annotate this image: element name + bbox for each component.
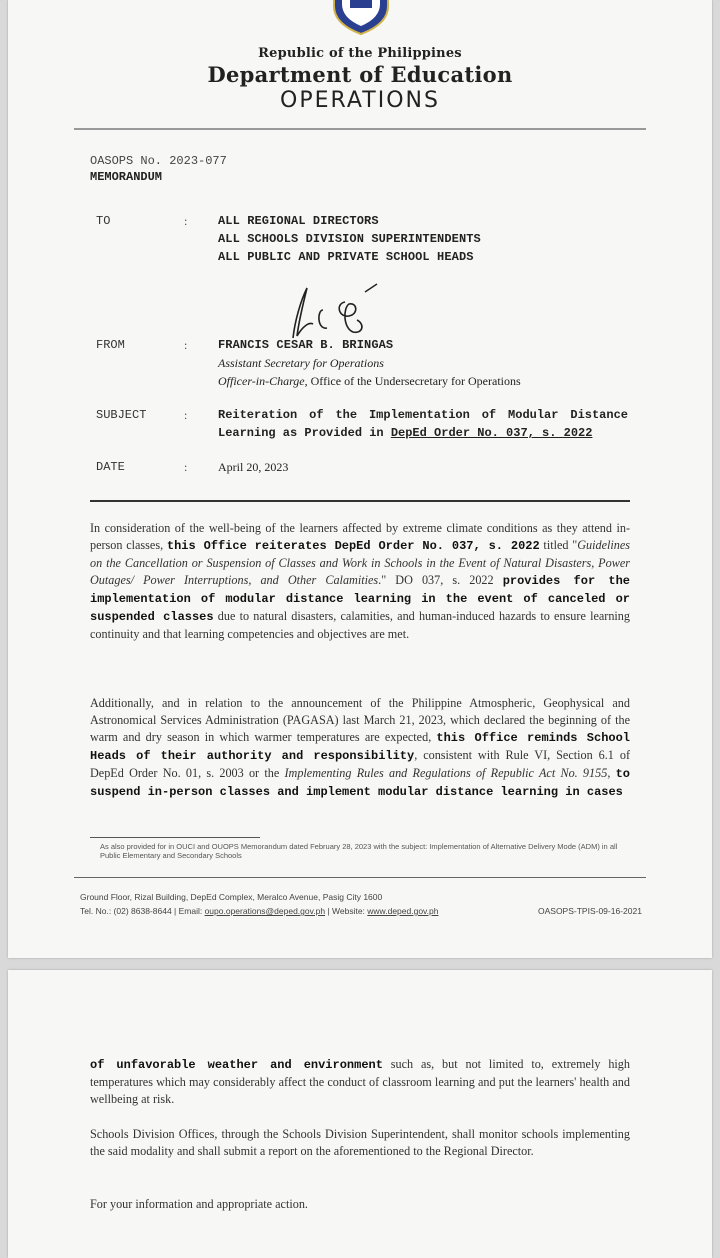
footnote-divider [90, 837, 260, 838]
deped-seal-icon [328, 0, 394, 36]
p1-text: titled " [539, 538, 578, 552]
to-recipients [218, 212, 481, 266]
paragraph-3 [90, 1056, 630, 1108]
sender-name: FRANCIS CESAR B. BRINGAS [218, 338, 394, 352]
from-label: FROM [96, 338, 125, 352]
footer-divider [74, 877, 646, 878]
footnote: As also provided for in OUCI and OUOPS Memorandum dated February 28, 2023 with the subject: Implementation of Alternative Delivery Mode (ADM) in all Public Elementary and Secondary Schools [100, 842, 618, 860]
subject-text-main: Reiteration of the Implementation of Modular Distance Learning as Provided in [218, 408, 628, 440]
to-label: TO [96, 214, 111, 228]
footer-tel: Tel. No.: (02) 8638-8644 | Email: [80, 906, 205, 916]
date-value: April 20, 2023 [218, 460, 289, 474]
footer-website-link[interactable]: www.deped.gov.ph [367, 906, 439, 916]
to-colon: : [184, 214, 188, 228]
paragraph-4: Schools Division Offices, through the Schools Division Superintendent, shall monitor schools implementing the said modality and shall submit a report on the aforementioned to the Regional Director. [90, 1127, 630, 1158]
body-divider [90, 500, 630, 502]
memo-number: OASOPS No. 2023-077 [90, 154, 227, 168]
memo-page-2 [8, 970, 712, 1258]
p1-bold: this Office reiterates DepEd Order No. 037, s. 2022 [166, 539, 540, 553]
subject-block [218, 406, 628, 442]
republic-heading: Republic of the Philippines [258, 46, 462, 61]
from-colon: : [184, 338, 188, 352]
department-heading: Department of Education [207, 62, 513, 87]
p2-bold: this Office reminds School Heads of their authority and responsibility [90, 731, 630, 763]
sender-oic: Officer-in-Charge [218, 374, 305, 388]
p1-title-italic: Guidelines on the Cancellation or Suspension of Classes and Work in Schools in the Event of Natural Disasters, Power Outages/ Power Interruptions, and Other Calamities [90, 538, 631, 587]
p2-bold: to suspend in-person classes and implement modular distance learning in cases [90, 767, 630, 799]
footer-doc-code: OASOPS-TPIS-09-16-2021 [538, 906, 642, 916]
footer-website-label: | Website: [325, 906, 368, 916]
date-colon: : [184, 460, 188, 474]
date-label: DATE [96, 460, 125, 474]
footer-address: Ground Floor, Rizal Building, DepEd Complex, Meralco Avenue, Pasig City 1600 [80, 892, 383, 902]
subject-label: SUBJECT [96, 408, 147, 422]
p2-text: , consistent with Rule VI, Section 6.1 of DepEd Order No. 01, s. 2003 or the [90, 748, 630, 780]
subject-order-ref: DepEd Order No. 037, s. 2022 [390, 426, 593, 440]
p1-text: In consideration of the well-being of the learners affected by extreme climate conditions as they attend in-person classes, [90, 521, 630, 552]
header-divider [74, 128, 646, 130]
paragraph-1 [90, 520, 630, 643]
footer-email-link[interactable]: oupo.operations@deped.gov.ph [204, 906, 326, 916]
subject-text [218, 406, 628, 442]
paragraph-2 [90, 695, 630, 801]
subject-colon: : [184, 408, 188, 422]
p2-text: , [607, 766, 616, 780]
sender-office-rest: , Office of the Undersecretary for Operations [304, 374, 521, 388]
recipient-line: ALL REGIONAL DIRECTORS [218, 214, 379, 228]
p2-italic: Implementing Rules and Regulations of Republic Act No. 9155 [284, 766, 608, 780]
paragraph-5: For your information and appropriate action. [90, 1197, 308, 1211]
office-heading: OPERATIONS [280, 88, 440, 113]
sender-office [218, 372, 521, 390]
memo-type: MEMORANDUM [90, 170, 163, 184]
p3-bold: of unfavorable weather and environment [90, 1058, 383, 1072]
p2-text: Additionally, and in relation to the announcement of the Philippine Atmospheric, Geophysical and Astronomical Services Administration (PAGASA) last March 21, 2023, which declared the beginning of the warm and dry season in which warmer temperatures are expected, [90, 696, 630, 744]
p3-text: such as, but not limited to, extremely high temperatures which may considerably affect the conduct of classroom learning and put the learners' health and wellbeing at risk. [90, 1057, 630, 1106]
from-block [218, 336, 521, 390]
recipient-line: ALL SCHOOLS DIVISION SUPERINTENDENTS [218, 232, 481, 246]
p1-text: ." DO 037, s. 2022 [378, 573, 503, 587]
footer-contact [80, 906, 438, 916]
sender-title: Assistant Secretary for Operations [218, 356, 384, 370]
memo-page-1 [8, 0, 712, 958]
recipient-line: ALL PUBLIC AND PRIVATE SCHOOL HEADS [218, 250, 474, 264]
p1-text: due to natural disasters, calamities, and human-induced hazards to ensure learning continuity and that learning competencies and objectives are met. [90, 609, 630, 641]
p1-bold: provides for the implementation of modular distance learning in the event of canceled or suspended classes [90, 574, 630, 624]
